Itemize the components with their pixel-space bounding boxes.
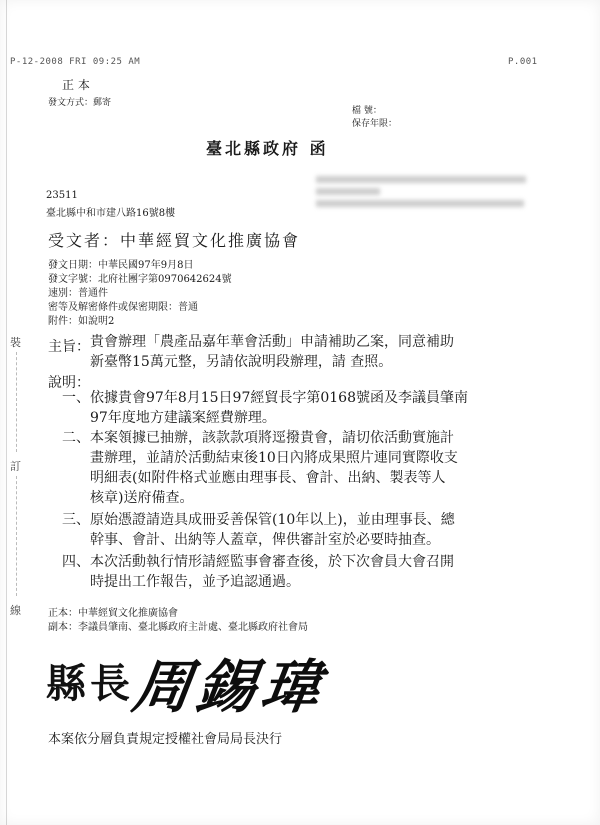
- postcode: 23511: [46, 190, 78, 201]
- attachment: 附件：如說明2: [48, 316, 115, 327]
- copy-recipients: 副本：李議員肇南、臺北縣政府主計處、臺北縣政府社會局: [48, 622, 308, 633]
- explanation-label: 說明：: [48, 375, 90, 391]
- subject-line-2: 新臺幣15萬元整，另請依說明段辦理，請 查照。: [90, 354, 393, 370]
- item-2-line-1: 本案領據已抽辦，該款款項將逕撥貴會，請切依活動實施計: [90, 430, 454, 446]
- item-3-number: 三、: [62, 512, 90, 528]
- send-method: 發文方式：郵寄: [48, 98, 112, 108]
- recipient: 受文者：中華經貿文化推廣協會: [48, 231, 301, 250]
- item-3-line-1: 原始憑證請造具成冊妥善保管(10年以上)，並由理事長、總: [90, 512, 455, 528]
- item-2-line-3: 明細表(如附件格式並應由理事長、會計、出納、製表等人: [90, 470, 446, 486]
- file-number-label: 檔 號：: [352, 106, 382, 116]
- item-1-number: 一、: [62, 390, 90, 406]
- original-recipient: 正本：中華經貿文化推廣協會: [48, 608, 178, 619]
- item-2-number: 二、: [62, 430, 90, 446]
- address: 臺北縣中和市建八路16號8樓: [46, 208, 176, 219]
- fax-header-right: P.001: [508, 57, 538, 67]
- retention-label: 保存年限：: [352, 119, 398, 129]
- subject-line-1: 貴會辦理「農產品嘉年華會活動」申請補助乙案，同意補助: [90, 334, 454, 350]
- binding-mark-zhuang: 裝: [10, 336, 21, 349]
- redacted-contact-line-2: [316, 188, 380, 195]
- item-4-number: 四、: [62, 554, 90, 570]
- subject-label: 主旨：: [48, 339, 90, 355]
- item-4-line-1: 本次活動執行情形請經監事會審查後，於下次會員大會召開: [90, 554, 454, 570]
- document-number: 發文字號：北府社團字第0970642624號: [48, 274, 232, 285]
- copy-type: 正 本: [62, 78, 90, 92]
- binding-mark-xian: 線: [10, 604, 21, 617]
- delegation-note: 本案依分層負責規定授權社會局局長決行: [48, 732, 283, 747]
- document-title: 臺北縣政府 函: [206, 139, 329, 158]
- secrecy-level: 密等及解密條件或保密期限：普通: [48, 302, 198, 313]
- fax-header-left: P-12-2008 FRI 09:25 AM: [10, 57, 141, 67]
- item-2-line-4: 核章)送府備查。: [90, 490, 194, 506]
- signature-name: 周錫瑋: [128, 653, 331, 721]
- signature-title: 縣長: [46, 660, 134, 707]
- redacted-contact-line-3: [316, 200, 524, 207]
- item-2-line-2: 畫辦理，並請於活動結束後10日內將成果照片連同實際收支: [90, 450, 458, 466]
- item-4-line-2: 時提出工作報告，並予追認通過。: [90, 574, 300, 590]
- redacted-contact-line-1: [316, 176, 526, 183]
- binding-line-lower: [16, 476, 17, 596]
- binding-line-upper: [16, 352, 17, 452]
- item-1-line-1: 依據貴會97年8月15日97經貿長字第0168號函及李議員肇南: [90, 390, 468, 406]
- issue-date: 發文日期：中華民國97年9月8日: [48, 260, 194, 271]
- speed-class: 速別：普通件: [48, 288, 108, 299]
- binding-mark-ding: 訂: [10, 460, 21, 473]
- item-3-line-2: 幹事、會計、出納等人蓋章，俾供審計室於必要時抽查。: [90, 532, 440, 548]
- page-left-edge: [6, 0, 7, 825]
- item-1-line-2: 97年度地方建議案經費辦理。: [90, 410, 276, 426]
